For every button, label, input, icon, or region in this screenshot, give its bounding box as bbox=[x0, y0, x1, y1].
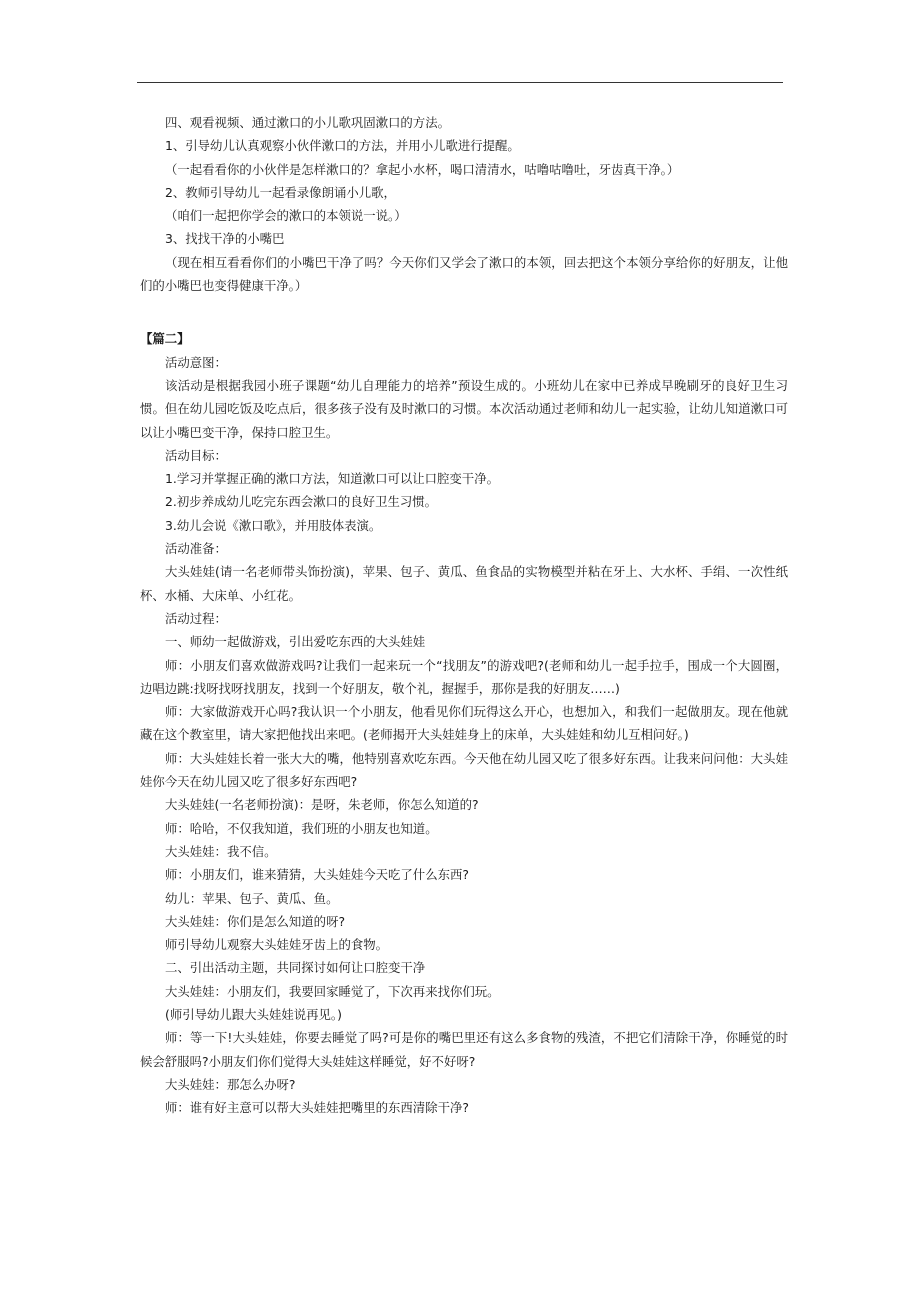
paragraph: 大头娃娃：我不信。 bbox=[165, 843, 277, 859]
paragraph: 一、师幼一起做游戏，引出爱吃东西的大头娃娃 bbox=[165, 634, 426, 650]
paragraph: 师：小朋友们喜欢做游戏吗?让我们一起来玩一个“找朋友”的游戏吧?(老师和幼儿一起手拉手，围成一个大圆圈，边唱边跳:找呀找呀找朋友，找到一个好朋友，敬个礼，握握手，那你是我的好朋友……) bbox=[140, 657, 788, 696]
paragraph: 活动过程： bbox=[165, 610, 227, 626]
paragraph: 大头娃娃(请一名老师带头饰扮演)，苹果、包子、黄瓜、鱼食品的实物模型并粘在牙上、大水杯、手绢、一次性纸杯、水桶、大床单、小红花。 bbox=[140, 564, 788, 603]
paragraph: 3.幼儿会说《漱口歌》，并用肢体表演。 bbox=[165, 517, 382, 533]
header-rule bbox=[137, 82, 783, 83]
paragraph: 活动准备： bbox=[165, 541, 227, 557]
paragraph: 师：小朋友们，谁来猜猜，大头娃娃今天吃了什么东西? bbox=[165, 867, 469, 883]
paragraph: 1.学习并掌握正确的漱口方法，知道漱口可以让口腔变干净。 bbox=[165, 471, 499, 487]
paragraph: 师：大家做游戏开心吗?我认识一个小朋友，他看见你们玩得这么开心，也想加入，和我们一起做朋友。现在他就藏在这个教室里，请大家把他找出来吧。(老师揭开大头娃娃身上的床单，大头娃娃和幼儿互相问好。) bbox=[140, 704, 788, 743]
paragraph: 师引导幼儿观察大头娃娃牙齿上的食物。 bbox=[165, 937, 389, 953]
paragraph: 3、找找干净的小嘴巴 bbox=[165, 231, 285, 247]
paragraph: 师：大头娃娃长着一张大大的嘴，他特别喜欢吃东西。今天他在幼儿园又吃了很多好东西。让我来问问他：大头娃娃你今天在幼儿园又吃了很多好东西吧? bbox=[140, 750, 788, 790]
paragraph: 二、引出活动主题，共同探讨如何让口腔变干净 bbox=[165, 960, 426, 976]
paragraph: 该活动是根据我园小班子课题“幼儿自理能力的培养”预设生成的。小班幼儿在家中已养成早晚刷牙的良好卫生习惯。但在幼儿园吃饭及吃点后，很多孩子没有及时漱口的习惯。本次活动通过老师和幼儿一起实验，让幼儿知道漱口可以让小嘴巴变干净，保持口腔卫生。 bbox=[140, 377, 788, 440]
section-title: 【篇二】 bbox=[140, 331, 190, 347]
document-body bbox=[140, 111, 788, 1119]
paragraph: 大头娃娃(一名老师扮演)：是呀，朱老师，你怎么知道的? bbox=[165, 797, 479, 813]
paragraph: 师：哈哈，不仅我知道，我们班的小朋友也知道。 bbox=[165, 820, 438, 836]
paragraph: 幼儿：苹果、包子、黄瓜、鱼。 bbox=[165, 890, 339, 906]
paragraph: （现在相互看看你们的小嘴巴干净了吗？今天你们又学会了漱口的本领，回去把这个本领分享给你的好朋友，让他们的小嘴巴也变得健康干净。） bbox=[140, 254, 788, 294]
paragraph: 大头娃娃：你们是怎么知道的呀? bbox=[165, 913, 346, 929]
paragraph: 2.初步养成幼儿吃完东西会漱口的良好卫生习惯。 bbox=[165, 494, 438, 510]
paragraph: 2、教师引导幼儿一起看录像朗诵小儿歌， bbox=[165, 184, 396, 200]
paragraph: 四、观看视频、通过漱口的小儿歌巩固漱口的方法。 bbox=[165, 115, 450, 130]
paragraph: 1、引导幼儿认真观察小伙伴漱口的方法，并用小儿歌进行提醒。 bbox=[165, 138, 520, 154]
paragraph: 师：等一下!大头娃娃，你要去睡觉了吗?可是你的嘴巴里还有这么多食物的残渣，不把它们清除干净，你睡觉的时候会舒服吗?小朋友们你们觉得大头娃娃这样睡觉，好不好呀? bbox=[140, 1030, 788, 1069]
paragraph: （一起看看你的小伙伴是怎样漱口的？拿起小水杯，喝口清清水，咕噜咕噜吐，牙齿真干净。） bbox=[165, 161, 680, 177]
paragraph: 活动目标： bbox=[165, 447, 227, 463]
paragraph: 活动意图： bbox=[165, 354, 227, 370]
paragraph: (师引导幼儿跟大头娃娃说再见。) bbox=[165, 1006, 342, 1022]
section-spacer bbox=[140, 297, 788, 327]
paragraph: 师：谁有好主意可以帮大头娃娃把嘴里的东西清除干净? bbox=[165, 1100, 469, 1116]
paragraph: 大头娃娃：小朋友们，我要回家睡觉了，下次再来找你们玩。 bbox=[165, 983, 500, 999]
paragraph: 大头娃娃：那怎么办呀? bbox=[165, 1076, 296, 1092]
paragraph: （咱们一起把你学会的漱口的本领说一说。） bbox=[165, 208, 407, 224]
